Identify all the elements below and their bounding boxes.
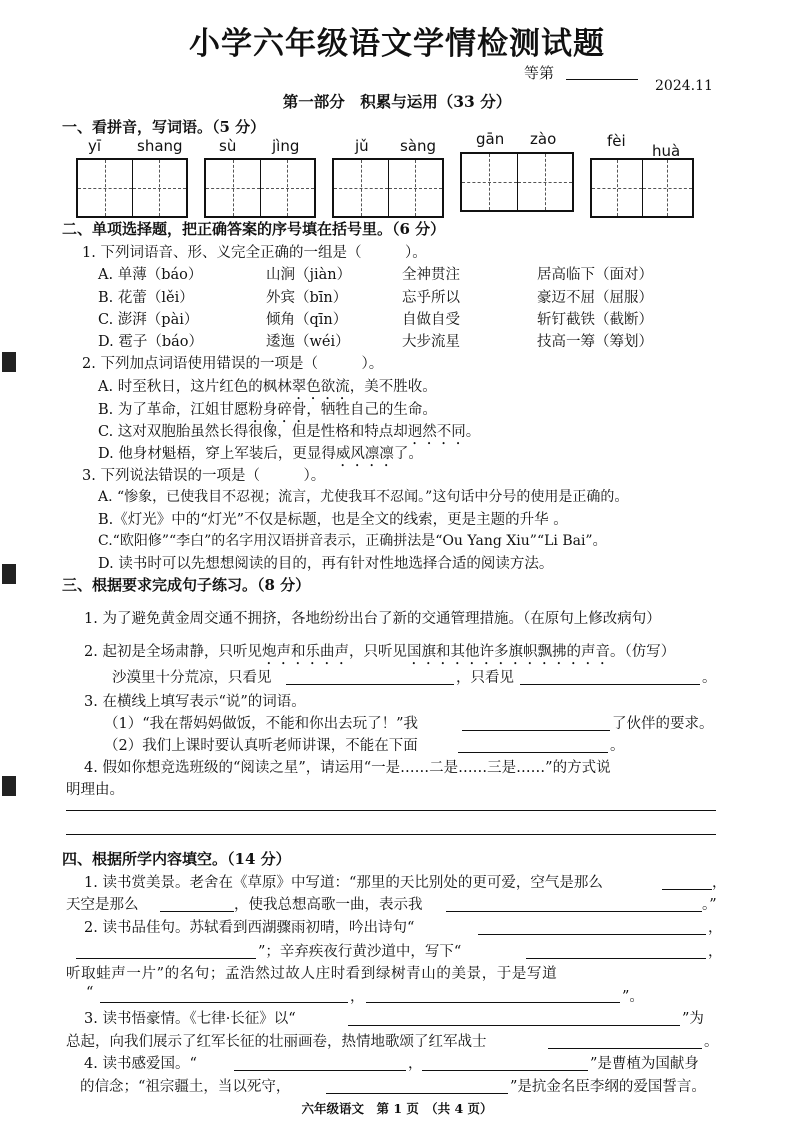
answer-grid-2[interactable] [204,158,316,218]
answer-grid-3[interactable] [332,158,444,218]
section-2-heading: 二、单项选择题，把正确答案的序号填在括号里。（6 分） [62,220,446,238]
q2-2-option-a: A. 时至秋日，这片红色的枫林翠色欲流，美不胜收。 [98,379,437,395]
q2-1-d-2: 逶迤（wéi） [266,334,350,350]
q4-4-text-a: 4. 读书感爱国。“ [84,1056,197,1072]
q2-2-stem: 2. 下列加点词语使用错误的一项是（ ）。 [82,356,384,372]
part-title: 第一部分 积累与运用（33 分） [282,92,512,111]
q4-3-blank-1[interactable] [348,1025,680,1026]
q2-3-option-d: D. 读书时可以先想想阅读的目的，再有针对性地选择合适的阅读方法。 [98,556,554,572]
q3-2-blank-2[interactable] [520,684,700,685]
q3-2-text: 2. 起初是全场肃静，只听见炮声和乐曲声，只听见国旗和其他许多旗帜飘拂的声音。（仿写） [84,644,676,660]
q3-4-answer-line-1[interactable] [66,810,716,811]
pinyin-4b: zào [530,130,557,148]
exam-date: 2024.11 [655,78,713,94]
q4-2-blank-3[interactable] [526,958,706,959]
q3-1-text: 1. 为了避免黄金周交通不拥挤，各地纷纷出台了新的交通管理措施。（在原句上修改病句） [84,611,661,627]
q2-1-b-2: 外宾（bīn） [266,290,348,306]
q2-1-b-1: B. 花蕾（lěi） [98,290,194,306]
q2-1-a-1: A. 单薄（báo） [98,267,203,283]
q3-3-2-text: （2）我们上课时要认真听老师讲课，不能在下面 [104,738,418,754]
q4-4-text-d: ”是抗金名臣李纲的爱国誓言。 [510,1079,706,1095]
q4-1-text-b: 天空是那么 [66,897,139,913]
q4-4-text-b: ”是曹植为国献身 [590,1056,699,1072]
pinyin-4a: gān [476,130,505,148]
q4-1-text-a: 1. 读书赏美景。老舍在《草原》中写道：“那里的天比别处的更可爱，空气是那么 [84,875,603,891]
answer-grid-5[interactable] [590,158,694,218]
q3-2-fill-b: ，只看见 [456,670,514,686]
q4-4-blank-3[interactable] [326,1093,508,1094]
q4-4-blank-1[interactable] [234,1070,406,1071]
q3-3-text: 3. 在横线上填写表示“说”的词语。 [84,694,306,710]
page-footer: 六年级语文 第 1 页 （共 4 页） [301,1101,493,1116]
q4-1-blank-3[interactable] [446,911,702,912]
binding-margin-mark [2,352,16,372]
q2-1-d-4: 技高一筹（筹划） [537,334,653,350]
pinyin-1b: shang [137,137,183,155]
q2-3-option-a: A. “惨象，已使我目不忍视；流言，尤使我耳不忍闻。”这句话中分号的使用是正确的。 [98,489,629,505]
q3-4-text-cont: 明理由。 [66,782,124,798]
binding-margin-mark [2,776,16,796]
q3-4-answer-line-2[interactable] [66,834,716,835]
q4-4-blank-2[interactable] [422,1070,588,1071]
q4-2-blank-2[interactable] [76,958,256,959]
q4-1-text-c: ，使我总想高歌一曲，表示我 [234,897,423,913]
q4-1-blank-1[interactable] [662,889,712,890]
q4-2-text-a: 2. 读书品佳句。苏轼看到西湖骤雨初晴，吟出诗句“ [84,920,415,936]
section-4-heading: 四、根据所学内容填空。（14 分） [62,850,291,868]
q3-3-2-end: 。 [610,738,625,754]
pinyin-2b: jìng [272,137,300,155]
q2-1-a-3: 全神贯注 [402,267,460,283]
exam-title: 小学六年级语文学情检测试题 [189,26,605,62]
pinyin-1a: yī [88,137,102,155]
q3-2-blank-1[interactable] [286,684,454,685]
q4-1-blank-2[interactable] [160,911,234,912]
section-3-heading: 三、根据要求完成句子练习。（8 分） [62,576,311,594]
q3-3-1-end: 了伙伴的要求。 [612,716,714,732]
q3-3-2-blank[interactable] [458,752,608,753]
pinyin-5a: fèi [607,132,626,150]
answer-grid-4[interactable] [460,152,574,212]
q3-2-fill-a: 沙漠里十分荒凉，只看见 [112,670,272,686]
q3-3-1-blank[interactable] [462,730,610,731]
section-1-heading: 一、看拼音，写词语。（5 分） [62,118,266,136]
pinyin-3a: jǔ [355,137,369,155]
q2-2-option-b: B. 为了革命，江姐甘愿粉身碎骨，牺牲自己的生命。 [98,402,437,418]
pinyin-5b: huà [652,142,681,160]
q2-1-d-1: D. 雹子（báo） [98,334,203,350]
q4-3-text-c: 总起，向我们展示了红军长征的壮丽画卷，热情地歌颂了红军战士 [66,1034,487,1050]
q2-1-b-3: 忘乎所以 [402,290,460,306]
q2-2-option-c: C. 这对双胞胎虽然长得很像，但是性格和特点却迥然不同。 [98,424,481,440]
q4-2-text-e: ， [350,989,365,1005]
q2-1-a-4: 居高临下（面对） [537,267,653,283]
q4-3-text-b: ”为 [682,1011,704,1027]
q2-1-d-3: 大步流星 [402,334,460,350]
q4-1-comma: ， [712,875,727,891]
grade-blank[interactable] [566,79,638,80]
q2-3-stem: 3. 下列说法错误的一项是（ ）。 [82,468,326,484]
grade-label: 等第 [524,64,555,82]
q4-1-text-d: 。” [702,897,717,913]
q3-3-1-text: （1）“我在帮妈妈做饭，不能和你出去玩了！”我 [104,716,419,732]
q4-2-text-b: ”；辛弃疾夜行黄沙道中，写下“ [258,944,462,960]
q2-3-option-c: C.“欧阳修”“李白”的名字用汉语拼音表示，正确拼法是“Ou Yang Xiu”“Li Bai”。 [98,533,607,549]
q2-1-c-2: 倾角（qīn） [266,312,348,328]
q3-2-end: 。 [702,670,717,686]
q4-2-blank-5[interactable] [366,1002,620,1003]
pinyin-3b: sàng [400,137,437,155]
binding-margin-mark [2,564,16,584]
q4-3-blank-2[interactable] [548,1048,702,1049]
q4-4-text-c: 的信念；“祖宗疆土，当以死守， [80,1079,291,1095]
q2-2-option-d: D. 他身材魁梧，穿上军装后，更显得威风凛凛了。 [98,446,423,462]
q4-3-text-d: 。 [704,1034,719,1050]
q2-1-a-2: 山涧（jiàn） [266,267,352,283]
q2-1-c-4: 斩钉截铁（截断） [537,312,653,328]
answer-grid-1[interactable] [76,158,188,218]
q4-2-text-d: “ [86,985,94,1001]
q4-2-text-c: 听取蛙声一片”的名句；孟浩然过故人庄时看到绿树青山的美景，于是写道 [66,966,558,982]
q4-3-text-a: 3. 读书悟豪情。《七律·长征》以“ [84,1011,296,1027]
q4-2-blank-4[interactable] [100,1002,348,1003]
pinyin-2a: sù [219,137,237,155]
q2-1-b-4: 豪迈不屈（屈服） [537,290,653,306]
q4-2-comma-2: ， [708,944,723,960]
q2-3-option-b: B.《灯光》中的“灯光”不仅是标题，也是全文的线索，更是主题的升华 。 [98,512,568,528]
q2-1-stem: 1. 下列词语音、形、义完全正确的一组是（ ）。 [82,245,427,261]
q2-1-c-3: 自做自受 [402,312,460,328]
q4-2-comma-1: ， [708,920,723,936]
q4-2-text-f: ”。 [622,989,644,1005]
q4-4-comma: ， [408,1056,423,1072]
q2-1-c-1: C. 澎湃（pài） [98,312,199,328]
q4-2-blank-1[interactable] [478,934,706,935]
q3-4-text: 4. 假如你想竞选班级的“阅读之星”，请运用“一是……二是……三是……”的方式说 [84,760,611,776]
